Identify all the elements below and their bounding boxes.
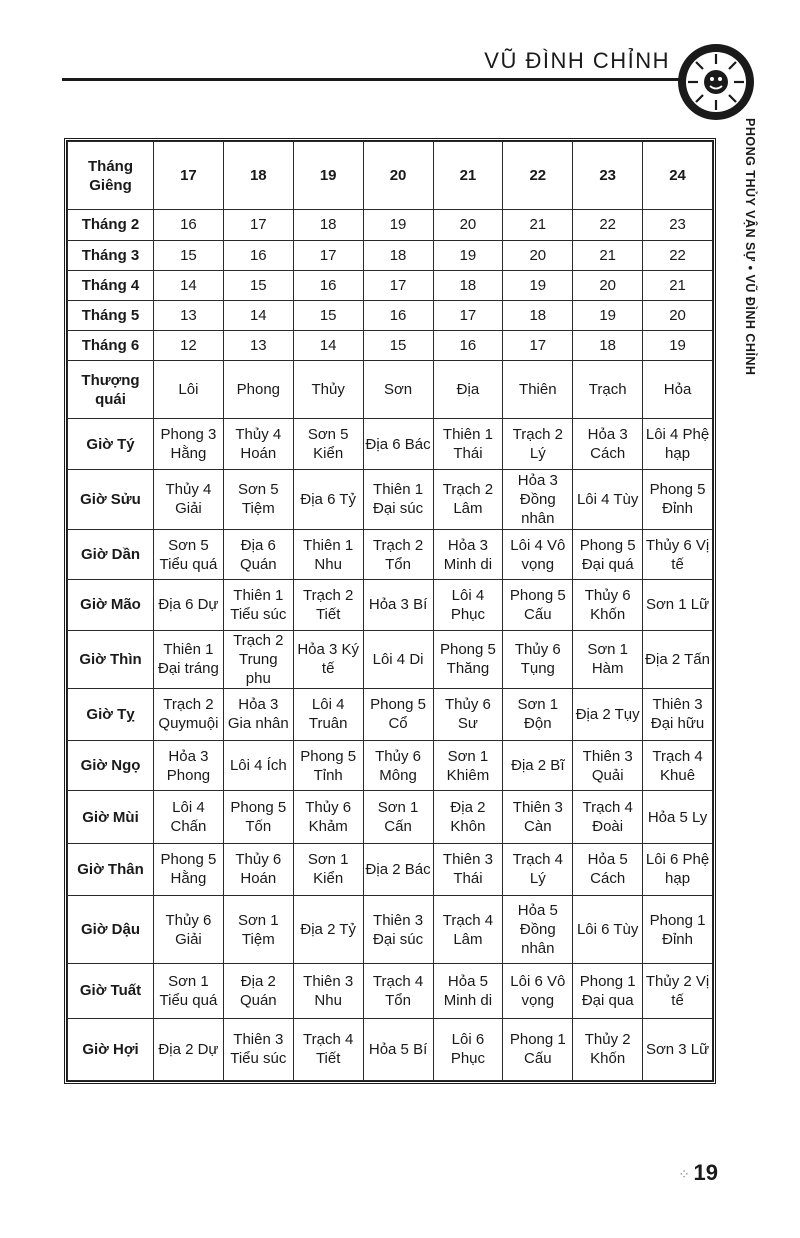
table-cell: 20 [643,300,713,330]
table-cell: 20 [503,240,573,270]
table-cell: Hỏa 5 Minh di [433,964,503,1018]
table-cell: Địa 2 Tỷ [293,895,363,963]
row-label: Tháng 5 [68,300,154,330]
table-cell: Địa 6 Dự [154,580,224,630]
row-label: Giờ Tý [68,419,154,469]
row-label: Giờ Thìn [68,630,154,688]
table-cell: 14 [154,270,224,300]
table-cell: Thủy 6 Hoán [223,843,293,895]
table-cell: Sơn 1 Khiêm [433,741,503,791]
row-label: Giờ Mùi [68,791,154,843]
table-cell: Địa 2 Khôn [433,791,503,843]
table-cell: Thủy 6 Khốn [573,580,643,630]
table-cell: 22 [643,240,713,270]
row-label: Giờ Hợi [68,1018,154,1080]
table-cell: Thủy [293,361,363,419]
table-cell: 17 [154,142,224,210]
table-cell: Thủy 6 Vị tế [643,530,713,580]
table-row [68,300,713,330]
table-cell: Địa 2 Bĩ [503,741,573,791]
table-cell: Trạch 4 Lý [503,843,573,895]
table-cell: Sơn [363,361,433,419]
table-cell: Trạch 2 Quymuội [154,688,224,740]
table-cell: Hỏa 3 Ký tế [293,630,363,688]
table-row [68,580,713,630]
hexagram-table [64,138,716,1084]
table-cell: 20 [433,210,503,240]
table-cell: Hỏa [643,361,713,419]
table-cell: Thủy 6 Giải [154,895,224,963]
page-ornament-icon: ⁘ [678,1166,690,1182]
table-cell: Phong 5 Cấu [503,580,573,630]
table-cell: 19 [573,300,643,330]
table-cell: Hỏa 5 Cách [573,843,643,895]
table-cell: Địa 6 Tỷ [293,469,363,529]
table-cell: 16 [433,330,503,360]
table-cell: Thủy 2 Khốn [573,1018,643,1080]
table-cell: 15 [363,330,433,360]
table-cell: 18 [573,330,643,360]
table-cell: 24 [643,142,713,210]
table-cell: 19 [643,330,713,360]
table-row [68,330,713,360]
table-cell: Lôi 6 Vô vọng [503,964,573,1018]
table-row [68,270,713,300]
table-row [68,843,713,895]
table-cell: Thủy 4 Hoán [223,419,293,469]
table-cell: Hỏa 3 Minh di [433,530,503,580]
table-cell: Phong 5 Tốn [223,791,293,843]
table-cell: Thiên 3 Quải [573,741,643,791]
table-cell: Phong 5 Hằng [154,843,224,895]
row-label: Tháng 4 [68,270,154,300]
table-cell: 16 [154,210,224,240]
table-cell: Địa [433,361,503,419]
table-cell: Lôi 4 Phệ hạp [643,419,713,469]
table-cell: Thiên 1 Thái [433,419,503,469]
row-label: Giờ Tuất [68,964,154,1018]
table-cell: Thủy 6 Mông [363,741,433,791]
vertical-book-title: PHONG THỦY VẬN SỰ • VŨ ĐÌNH CHỈNH [743,118,757,376]
table-cell: Hỏa 3 Bí [363,580,433,630]
row-label: Giờ Tỵ [68,688,154,740]
table-cell: Địa 6 Bác [363,419,433,469]
table-cell: Sơn 1 Kiển [293,843,363,895]
table-cell: Hỏa 5 Ly [643,791,713,843]
table-cell: 15 [223,270,293,300]
table-cell: Thiên 3 Đại súc [363,895,433,963]
table-cell: 18 [363,240,433,270]
row-label: Tháng Giêng [68,142,154,210]
table-cell: Thiên 1 Nhu [293,530,363,580]
table-cell: Thủy 6 Khảm [293,791,363,843]
table-cell: 18 [223,142,293,210]
table-cell: Sơn 3 Lữ [643,1018,713,1080]
table-cell: 21 [573,240,643,270]
table-cell: Trạch 4 Tiết [293,1018,363,1080]
table-cell: Trạch 4 Lâm [433,895,503,963]
page-number: 19 [693,1160,718,1185]
row-label: Giờ Mão [68,580,154,630]
table-cell: Thiên 3 Thái [433,843,503,895]
table-cell: 21 [433,142,503,210]
table-row [68,688,713,740]
table-cell: Lôi 4 Tùy [573,469,643,529]
table-cell: Phong 5 Thăng [433,630,503,688]
table-cell: Lôi 4 Ích [223,741,293,791]
table-cell: Sơn 1 Tiệm [223,895,293,963]
table-cell: Hỏa 3 Gia nhân [223,688,293,740]
table-cell: Lôi [154,361,224,419]
table-row [68,142,713,210]
table-cell: 19 [363,210,433,240]
table-cell: 13 [223,330,293,360]
table-cell: 22 [573,210,643,240]
table-cell: Sơn 1 Hàm [573,630,643,688]
table-cell: Thủy 4 Giải [154,469,224,529]
table-cell: 23 [643,210,713,240]
table-cell: Phong [223,361,293,419]
table-cell: 18 [503,300,573,330]
header-rule [62,78,682,81]
table-cell: 19 [503,270,573,300]
table-cell: Thiên 1 Đại tráng [154,630,224,688]
table-cell: Lôi 4 Vô vọng [503,530,573,580]
table-cell: 23 [573,142,643,210]
table-row [68,1018,713,1080]
row-label: Giờ Ngọ [68,741,154,791]
table-cell: 18 [293,210,363,240]
table-cell: 18 [433,270,503,300]
table-cell: Lôi 4 Phục [433,580,503,630]
table-row [68,419,713,469]
table-cell: 16 [293,270,363,300]
table-cell: Phong 5 Cổ [363,688,433,740]
table-cell: 14 [293,330,363,360]
table-cell: Thủy 6 Tụng [503,630,573,688]
table-cell: Địa 2 Quán [223,964,293,1018]
table-cell: Thiên 3 Nhu [293,964,363,1018]
table-cell: 16 [223,240,293,270]
table-cell: 14 [223,300,293,330]
table-cell: Địa 2 Tấn [643,630,713,688]
table-cell: 15 [293,300,363,330]
table-cell: Thiên 1 Đại súc [363,469,433,529]
table-cell: Trạch 4 Khuê [643,741,713,791]
table-cell: Hỏa 3 Phong [154,741,224,791]
table-cell: Phong 5 Đại quá [573,530,643,580]
row-label: Giờ Sửu [68,469,154,529]
table-row [68,240,713,270]
table-cell: Trạch 2 Lâm [433,469,503,529]
table-cell: Thiên 3 Càn [503,791,573,843]
table-cell: Thiên 3 Tiểu súc [223,1018,293,1080]
table-cell: 17 [293,240,363,270]
table-cell: Hỏa 3 Đồng nhân [503,469,573,529]
table-cell: Trạch 2 Tiết [293,580,363,630]
row-label: Tháng 3 [68,240,154,270]
table-cell: Hỏa 5 Đồng nhân [503,895,573,963]
row-label: Thượng quái [68,361,154,419]
sun-emblem-icon [676,42,756,122]
table-cell: 17 [223,210,293,240]
table-cell: 21 [503,210,573,240]
table-cell: Địa 2 Bác [363,843,433,895]
table-cell: Sơn 1 Cấn [363,791,433,843]
table-cell: Địa 6 Quán [223,530,293,580]
table-cell: 17 [433,300,503,330]
table-cell: Trạch 4 Đoài [573,791,643,843]
table-row [68,361,713,419]
table-cell: Trạch [573,361,643,419]
table-cell: Phong 3 Hằng [154,419,224,469]
table-cell: 19 [433,240,503,270]
table-cell: 15 [154,240,224,270]
table-cell: Địa 2 Dự [154,1018,224,1080]
table-row [68,469,713,529]
table-cell: Trạch 2 Lý [503,419,573,469]
row-label: Giờ Thân [68,843,154,895]
table-cell: 20 [573,270,643,300]
row-label: Giờ Dậu [68,895,154,963]
table-cell: Thủy 6 Sư [433,688,503,740]
table-cell: Thiên 1 Tiểu súc [223,580,293,630]
table-cell: Sơn 1 Độn [503,688,573,740]
table-row [68,630,713,688]
row-label: Tháng 2 [68,210,154,240]
table-cell: Lôi 4 Di [363,630,433,688]
table-cell: Trạch 4 Tổn [363,964,433,1018]
table-cell: 13 [154,300,224,330]
table-cell: Lôi 6 Phệ hạp [643,843,713,895]
table-cell: Thủy 2 Vị tế [643,964,713,1018]
table-cell: Phong 5 Đỉnh [643,469,713,529]
table-cell: 20 [363,142,433,210]
hexagram-grid [67,141,713,1081]
author-name: VŨ ĐÌNH CHỈNH [484,48,670,73]
table-row [68,895,713,963]
table-cell: Lôi 4 Truân [293,688,363,740]
table-row [68,530,713,580]
table-cell: Phong 1 Đại qua [573,964,643,1018]
table-cell: 17 [503,330,573,360]
table-cell: Phong 1 Cấu [503,1018,573,1080]
table-row [68,964,713,1018]
table-cell: 21 [643,270,713,300]
table-cell: Phong 1 Đỉnh [643,895,713,963]
table-cell: 19 [293,142,363,210]
table-cell: Trạch 2 Trung phu [223,630,293,688]
table-cell: Sơn 5 Kiển [293,419,363,469]
table-cell: 16 [363,300,433,330]
table-cell: Lôi 4 Chấn [154,791,224,843]
table-cell: Thiên [503,361,573,419]
table-cell: Thiên 3 Đại hữu [643,688,713,740]
table-row [68,210,713,240]
table-cell: Hỏa 3 Cách [573,419,643,469]
table-cell: Địa 2 Tụy [573,688,643,740]
table-row [68,741,713,791]
table-cell: Sơn 5 Tiểu quá [154,530,224,580]
table-cell: Sơn 1 Lữ [643,580,713,630]
table-cell: 17 [363,270,433,300]
table-row [68,791,713,843]
table-cell: Lôi 6 Tùy [573,895,643,963]
table-cell: Lôi 6 Phục [433,1018,503,1080]
table-cell: 22 [503,142,573,210]
table-cell: Sơn 5 Tiệm [223,469,293,529]
row-label: Tháng 6 [68,330,154,360]
table-cell: Phong 5 Tỉnh [293,741,363,791]
table-cell: 12 [154,330,224,360]
table-cell: Trạch 2 Tổn [363,530,433,580]
table-cell: Hỏa 5 Bí [363,1018,433,1080]
table-cell: Sơn 1 Tiểu quá [154,964,224,1018]
row-label: Giờ Dần [68,530,154,580]
